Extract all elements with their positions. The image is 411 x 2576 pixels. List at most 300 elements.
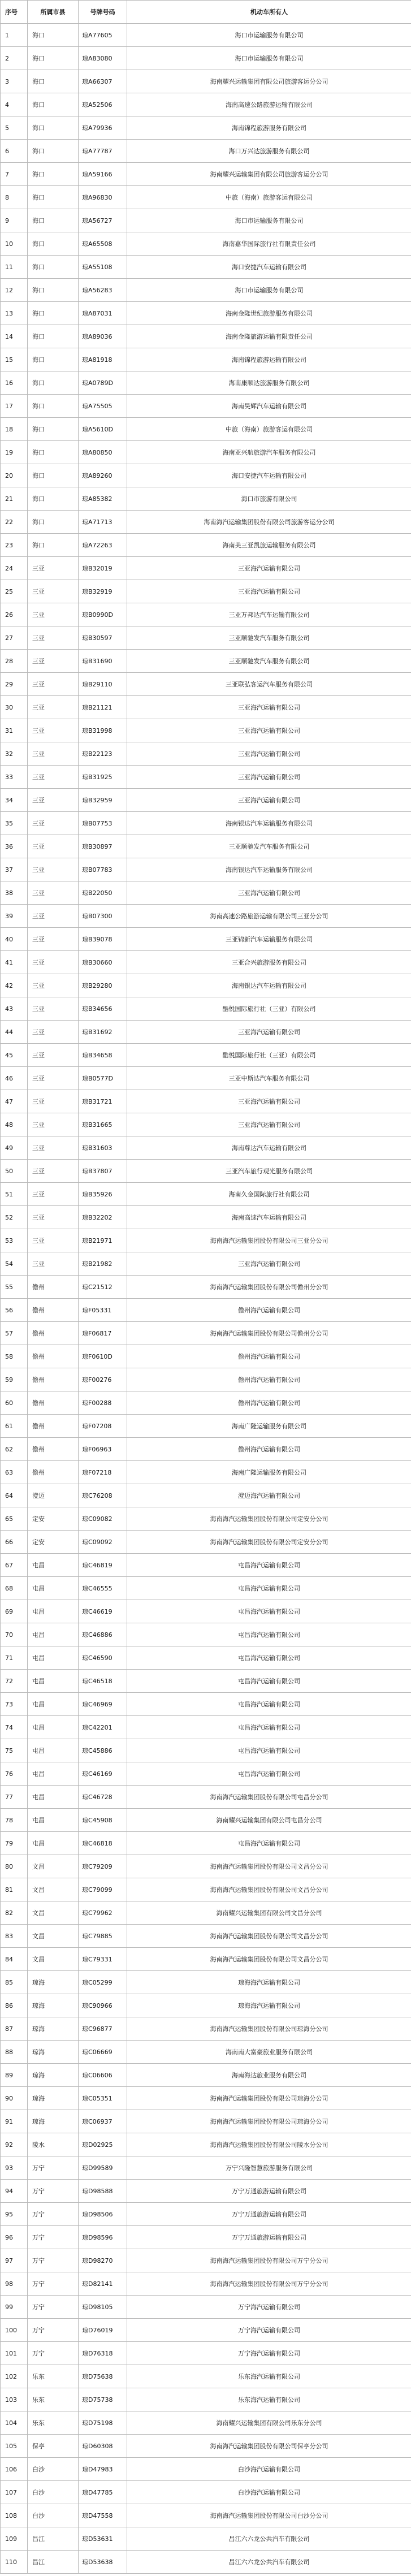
city-cell: 琼海 <box>28 2110 79 2133</box>
table-row <box>1 534 411 557</box>
serial-number-cell: 25 <box>1 580 28 603</box>
vehicle-owner-cell: 海南广隆运输服务有限公司 <box>127 1415 411 1438</box>
plate-number-cell: 琼B32202 <box>79 1206 127 1229</box>
table-row <box>1 881 411 905</box>
serial-number-cell: 57 <box>1 1322 28 1345</box>
table-row <box>1 371 411 395</box>
plate-number-cell: 琼C76208 <box>79 1484 127 1507</box>
plate-number-cell: 琼A56283 <box>79 279 127 302</box>
table-row <box>1 2504 411 2527</box>
table-row <box>1 1090 411 1113</box>
vehicle-owner-cell: 海南锦程旅游运输有限公司 <box>127 348 411 371</box>
city-cell: 琼海 <box>28 2087 79 2110</box>
table-row <box>1 1878 411 1901</box>
vehicle-owner-cell: 海口市运输服务有限公司 <box>127 47 411 70</box>
city-cell: 保亭 <box>28 2435 79 2458</box>
city-cell: 琼海 <box>28 2017 79 2041</box>
vehicle-owner-cell: 酷悦国际旅行社（三亚）有限公司 <box>127 1044 411 1067</box>
city-cell: 三亚 <box>28 603 79 626</box>
table-row <box>1 2272 411 2296</box>
serial-number-cell: 7 <box>1 163 28 186</box>
plate-number-cell: 琼C45908 <box>79 1809 127 1832</box>
vehicle-owner-cell: 酷悦国际旅行社（三亚）有限公司 <box>127 997 411 1021</box>
plate-number-cell: 琼A66307 <box>79 70 127 93</box>
vehicle-owner-cell: 屯昌海汽运输有限公司 <box>127 1832 411 1855</box>
vehicle-owner-cell: 万宁万通旅游运输有限公司 <box>127 2226 411 2249</box>
vehicle-owner-cell: 屯昌海汽运输有限公司 <box>127 1762 411 1786</box>
vehicle-owner-cell: 万宁海汽运输有限公司 <box>127 2342 411 2365</box>
vehicle-owner-cell: 万宁海汽运输有限公司 <box>127 2296 411 2319</box>
serial-number-cell: 66 <box>1 1531 28 1554</box>
table-row <box>1 1948 411 1971</box>
vehicle-owner-cell: 海南康顺达旅游服务有限公司 <box>127 371 411 395</box>
vehicle-owner-cell: 琼海海汽运输有限公司 <box>127 1971 411 1994</box>
plate-number-cell: 琼A87031 <box>79 302 127 325</box>
serial-number-cell: 51 <box>1 1183 28 1206</box>
plate-number-cell: 琼B31665 <box>79 1113 127 1136</box>
table-row <box>1 2180 411 2203</box>
table-row <box>1 1693 411 1716</box>
table-row <box>1 163 411 186</box>
table-row <box>1 858 411 881</box>
vehicle-owner-cell: 三亚顺驰发汽车服务有限公司 <box>127 626 411 650</box>
vehicle-owner-cell: 三亚联弘客运汽车服务有限公司 <box>127 673 411 696</box>
plate-number-cell: 琼A65508 <box>79 232 127 256</box>
serial-number-cell: 86 <box>1 1994 28 2017</box>
table-row <box>1 928 411 951</box>
serial-number-cell: 47 <box>1 1090 28 1113</box>
vehicle-owner-cell: 三亚锦新汽车运输服务有限公司 <box>127 928 411 951</box>
city-cell: 昌江 <box>28 2551 79 2574</box>
vehicle-owner-cell: 三亚海汽运输有限公司 <box>127 719 411 742</box>
table-row <box>1 626 411 650</box>
plate-number-cell: 琼D53631 <box>79 2527 127 2551</box>
table-row <box>1 325 411 348</box>
serial-number-cell: 100 <box>1 2319 28 2342</box>
city-cell: 三亚 <box>28 928 79 951</box>
plate-number-cell: 琼C06606 <box>79 2064 127 2087</box>
table-row <box>1 1832 411 1855</box>
plate-number-cell: 琼A80850 <box>79 441 127 464</box>
plate-number-cell: 琼D98506 <box>79 2203 127 2226</box>
city-cell: 海口 <box>28 256 79 279</box>
city-cell: 万宁 <box>28 2319 79 2342</box>
vehicle-owner-cell: 海南海汽运输集团股份有限公司儋州分公司 <box>127 1276 411 1299</box>
vehicle-owner-cell: 海南嘉华国际旅行社有限责任公司 <box>127 232 411 256</box>
serial-number-cell: 83 <box>1 1925 28 1948</box>
vehicle-owner-cell: 儋州海汽运输有限公司 <box>127 1299 411 1322</box>
plate-number-cell: 琼F07208 <box>79 1415 127 1438</box>
city-cell: 海口 <box>28 534 79 557</box>
city-cell: 海口 <box>28 487 79 511</box>
table-row <box>1 2481 411 2504</box>
table-row <box>1 1276 411 1299</box>
serial-number-cell: 8 <box>1 186 28 209</box>
table-row <box>1 2064 411 2087</box>
vehicle-owner-cell: 海南海汽运输集团股份有限公司白沙分公司 <box>127 2504 411 2527</box>
table-row <box>1 1136 411 1160</box>
table-row <box>1 835 411 858</box>
plate-number-cell: 琼C21512 <box>79 1276 127 1299</box>
serial-number-cell: 75 <box>1 1739 28 1762</box>
plate-number-cell: 琼A77605 <box>79 24 127 47</box>
serial-number-cell: 69 <box>1 1600 28 1623</box>
serial-number-cell: 101 <box>1 2342 28 2365</box>
serial-number-cell: 16 <box>1 371 28 395</box>
plate-number-cell: 琼C46555 <box>79 1577 127 1600</box>
serial-number-cell: 45 <box>1 1044 28 1067</box>
serial-number-cell: 5 <box>1 116 28 140</box>
serial-number-cell: 59 <box>1 1368 28 1391</box>
city-cell: 海口 <box>28 371 79 395</box>
serial-number-cell: 109 <box>1 2527 28 2551</box>
plate-number-cell: 琼B39078 <box>79 928 127 951</box>
plate-number-cell: 琼A96830 <box>79 186 127 209</box>
city-cell: 海口 <box>28 163 79 186</box>
table-row <box>1 1368 411 1391</box>
city-cell: 万宁 <box>28 2156 79 2180</box>
plate-number-cell: 琼D98588 <box>79 2180 127 2203</box>
vehicle-owner-cell: 屯昌海汽运输有限公司 <box>127 1693 411 1716</box>
city-cell: 三亚 <box>28 1113 79 1136</box>
serial-number-cell: 96 <box>1 2226 28 2249</box>
vehicle-owner-cell: 万宁万通旅游运输有限公司 <box>127 2180 411 2203</box>
table-row <box>1 1809 411 1832</box>
table-row <box>1 2388 411 2411</box>
plate-number-cell: 琼B29110 <box>79 673 127 696</box>
vehicle-owner-cell: 海南海汽运输集团股份有限公司琼海分公司 <box>127 2017 411 2041</box>
vehicle-owner-cell: 海南耀兴运输集团有限公司文昌分公司 <box>127 1901 411 1925</box>
plate-number-cell: 琼A89036 <box>79 325 127 348</box>
vehicle-owner-cell: 三亚海汽运输有限公司 <box>127 789 411 812</box>
plate-number-cell: 琼C79331 <box>79 1948 127 1971</box>
vehicle-owner-cell: 海南海汽运输集团股份有限公司定安分公司 <box>127 1531 411 1554</box>
city-cell: 琼海 <box>28 2041 79 2064</box>
vehicle-owner-cell: 屯昌海汽运输有限公司 <box>127 1670 411 1693</box>
table-row <box>1 1577 411 1600</box>
plate-number-cell: 琼A85382 <box>79 487 127 511</box>
serial-number-cell: 55 <box>1 1276 28 1299</box>
table-row <box>1 557 411 580</box>
serial-number-cell: 61 <box>1 1415 28 1438</box>
vehicle-owner-cell: 万宁海汽运输有限公司 <box>127 2319 411 2342</box>
city-cell: 定安 <box>28 1531 79 1554</box>
serial-number-cell: 58 <box>1 1345 28 1368</box>
serial-number-cell: 85 <box>1 1971 28 1994</box>
city-cell: 海口 <box>28 395 79 418</box>
serial-number-cell: 93 <box>1 2156 28 2180</box>
vehicle-owner-cell: 海南海汽运输集团股份有限公司琼海分公司 <box>127 2087 411 2110</box>
table-row <box>1 2133 411 2156</box>
plate-number-cell: 琼B31603 <box>79 1136 127 1160</box>
vehicle-owner-cell: 乐东海汽运输有限公司 <box>127 2388 411 2411</box>
table-row <box>1 1438 411 1461</box>
city-cell: 海口 <box>28 140 79 163</box>
vehicle-owner-cell: 海南海汽运输集团股份有限公司旅游客运分公司 <box>127 511 411 534</box>
vehicle-owner-cell: 三亚海汽运输有限公司 <box>127 742 411 766</box>
vehicle-owner-cell: 海口安捷汽车运输有限公司 <box>127 256 411 279</box>
serial-number-cell: 103 <box>1 2388 28 2411</box>
city-cell: 屯昌 <box>28 1670 79 1693</box>
serial-number-cell: 35 <box>1 812 28 835</box>
vehicle-owner-cell: 海南海汽运输集团股份有限公司定安分公司 <box>127 1507 411 1531</box>
city-cell: 陵水 <box>28 2133 79 2156</box>
plate-number-cell: 琼C46969 <box>79 1693 127 1716</box>
city-cell: 三亚 <box>28 742 79 766</box>
serial-number-cell: 62 <box>1 1438 28 1461</box>
city-cell: 琼海 <box>28 1971 79 1994</box>
city-cell: 海口 <box>28 209 79 232</box>
plate-number-cell: 琼B21971 <box>79 1229 127 1252</box>
table-row <box>1 1021 411 1044</box>
city-cell: 屯昌 <box>28 1716 79 1739</box>
city-cell: 海口 <box>28 116 79 140</box>
serial-number-cell: 72 <box>1 1670 28 1693</box>
plate-number-cell: 琼D98270 <box>79 2249 127 2272</box>
city-cell: 三亚 <box>28 1206 79 1229</box>
plate-number-cell: 琼D75738 <box>79 2388 127 2411</box>
city-cell: 儋州 <box>28 1368 79 1391</box>
table-row <box>1 116 411 140</box>
table-row <box>1 2551 411 2574</box>
serial-number-cell: 6 <box>1 140 28 163</box>
city-cell: 海口 <box>28 279 79 302</box>
plate-number-cell: 琼C96877 <box>79 2017 127 2041</box>
plate-number-cell: 琼B21982 <box>79 1252 127 1276</box>
table-row <box>1 418 411 441</box>
city-cell: 海口 <box>28 418 79 441</box>
city-cell: 海口 <box>28 70 79 93</box>
plate-number-cell: 琼F00276 <box>79 1368 127 1391</box>
city-cell: 三亚 <box>28 557 79 580</box>
table-row <box>1 1670 411 1693</box>
city-cell: 三亚 <box>28 835 79 858</box>
table-row <box>1 1786 411 1809</box>
vehicle-owner-cell: 三亚顺驰发汽车服务有限公司 <box>127 650 411 673</box>
plate-number-cell: 琼D47785 <box>79 2481 127 2504</box>
vehicle-owner-cell: 海南海汽运输集团股份有限公司文昌分公司 <box>127 1925 411 1948</box>
vehicle-owner-cell: 海口市运输服务有限公司 <box>127 209 411 232</box>
table-row <box>1 2156 411 2180</box>
serial-number-cell: 48 <box>1 1113 28 1136</box>
table-row <box>1 279 411 302</box>
plate-number-cell: 琼C79962 <box>79 1901 127 1925</box>
plate-number-cell: 琼D76318 <box>79 2342 127 2365</box>
city-cell: 儋州 <box>28 1461 79 1484</box>
vehicle-owner-cell: 儋州海汽运输有限公司 <box>127 1438 411 1461</box>
table-row <box>1 719 411 742</box>
plate-number-cell: 琼F0610D <box>79 1345 127 1368</box>
vehicle-owner-cell: 三亚顺驰发汽车服务有限公司 <box>127 835 411 858</box>
vehicle-owner-cell: 乐东海汽运输有限公司 <box>127 2365 411 2388</box>
vehicle-owner-cell: 三亚海汽运输有限公司 <box>127 1113 411 1136</box>
table-row <box>1 812 411 835</box>
plate-number-cell: 琼C46518 <box>79 1670 127 1693</box>
table-row <box>1 1252 411 1276</box>
table-row <box>1 1507 411 1531</box>
plate-number-cell: 琼D75198 <box>79 2411 127 2435</box>
serial-number-cell: 29 <box>1 673 28 696</box>
table-row <box>1 580 411 603</box>
plate-number-cell: 琼C09082 <box>79 1507 127 1531</box>
serial-number-cell: 104 <box>1 2411 28 2435</box>
vehicle-owner-cell: 海南尊达汽车运输有限公司 <box>127 1136 411 1160</box>
serial-number-cell: 3 <box>1 70 28 93</box>
serial-number-cell: 87 <box>1 2017 28 2041</box>
plate-number-cell: 琼D82141 <box>79 2272 127 2296</box>
vehicle-owner-cell: 海南高速公路旅游运输有限公司三亚分公司 <box>127 905 411 928</box>
plate-number-cell: 琼D02925 <box>79 2133 127 2156</box>
vehicle-owner-cell: 万宁兴隆智慧旅游服务有限公司 <box>127 2156 411 2180</box>
city-cell: 三亚 <box>28 858 79 881</box>
city-cell: 儋州 <box>28 1438 79 1461</box>
vehicle-owner-cell: 海南锦程旅游服务有限公司 <box>127 116 411 140</box>
plate-number-cell: 琼B32919 <box>79 580 127 603</box>
serial-number-cell: 36 <box>1 835 28 858</box>
plate-number-cell: 琼C45886 <box>79 1739 127 1762</box>
city-cell: 屯昌 <box>28 1646 79 1670</box>
serial-number-cell: 20 <box>1 464 28 487</box>
city-cell: 海口 <box>28 93 79 116</box>
serial-number-cell: 38 <box>1 881 28 905</box>
city-cell: 屯昌 <box>28 1809 79 1832</box>
serial-number-cell: 99 <box>1 2296 28 2319</box>
vehicle-owner-cell: 中旅（海南）旅游客运有限公司 <box>127 418 411 441</box>
plate-number-cell: 琼C46819 <box>79 1554 127 1577</box>
table-row <box>1 1994 411 2017</box>
table-row <box>1 1925 411 1948</box>
table-row <box>1 2203 411 2226</box>
plate-number-cell: 琼B07783 <box>79 858 127 881</box>
city-cell: 三亚 <box>28 1044 79 1067</box>
city-cell: 万宁 <box>28 2249 79 2272</box>
serial-number-cell: 73 <box>1 1693 28 1716</box>
table-row <box>1 789 411 812</box>
header-row <box>1 1 411 24</box>
serial-number-cell: 31 <box>1 719 28 742</box>
plate-number-cell: 琼C79885 <box>79 1925 127 1948</box>
plate-number-cell: 琼B31925 <box>79 766 127 789</box>
city-cell: 海口 <box>28 232 79 256</box>
table-row <box>1 1901 411 1925</box>
vehicle-owner-cell: 三亚海汽运输有限公司 <box>127 1090 411 1113</box>
plate-number-cell: 琼B34656 <box>79 997 127 1021</box>
city-cell: 万宁 <box>28 2272 79 2296</box>
plate-number-cell: 琼F06817 <box>79 1322 127 1345</box>
city-cell: 屯昌 <box>28 1554 79 1577</box>
serial-number-cell: 21 <box>1 487 28 511</box>
city-cell: 三亚 <box>28 951 79 974</box>
serial-number-cell: 77 <box>1 1786 28 1809</box>
city-cell: 儋州 <box>28 1322 79 1345</box>
city-cell: 海口 <box>28 24 79 47</box>
table-row <box>1 1183 411 1206</box>
serial-number-cell: 28 <box>1 650 28 673</box>
vehicle-owner-cell: 海口市运输服务有限公司 <box>127 24 411 47</box>
serial-number-cell: 64 <box>1 1484 28 1507</box>
city-cell: 万宁 <box>28 2296 79 2319</box>
serial-number-cell: 11 <box>1 256 28 279</box>
city-cell: 白沙 <box>28 2504 79 2527</box>
vehicle-owner-cell: 海南海汽运输集团股份有限公司儋州分公司 <box>127 1322 411 1345</box>
header-serial-number: 序号 <box>1 1 28 24</box>
serial-number-cell: 97 <box>1 2249 28 2272</box>
plate-number-cell: 琼B29280 <box>79 974 127 997</box>
city-cell: 三亚 <box>28 1021 79 1044</box>
table-row <box>1 696 411 719</box>
table-row <box>1 1855 411 1878</box>
vehicle-owner-cell: 白沙海汽运输有限公司 <box>127 2458 411 2481</box>
table-row <box>1 974 411 997</box>
table-row <box>1 951 411 974</box>
plate-number-cell: 琼C06669 <box>79 2041 127 2064</box>
table-body <box>1 24 411 2574</box>
vehicle-owner-cell: 海南海汽运输集团股份有限公司文昌分公司 <box>127 1878 411 1901</box>
city-cell: 三亚 <box>28 719 79 742</box>
city-cell: 屯昌 <box>28 1693 79 1716</box>
city-cell: 屯昌 <box>28 1762 79 1786</box>
table-row <box>1 673 411 696</box>
serial-number-cell: 95 <box>1 2203 28 2226</box>
city-cell: 三亚 <box>28 1252 79 1276</box>
city-cell: 三亚 <box>28 905 79 928</box>
vehicle-owner-cell: 三亚合兴旅游服务有限公司 <box>127 951 411 974</box>
plate-number-cell: 琼C46886 <box>79 1623 127 1646</box>
vehicle-owner-cell: 海口万兴达旅游服务有限公司 <box>127 140 411 163</box>
vehicle-owner-cell: 儋州海汽运输有限公司 <box>127 1368 411 1391</box>
serial-number-cell: 89 <box>1 2064 28 2087</box>
table-row <box>1 232 411 256</box>
table-row <box>1 2458 411 2481</box>
plate-number-cell: 琼A55108 <box>79 256 127 279</box>
table-row <box>1 2087 411 2110</box>
plate-number-cell: 琼F07218 <box>79 1461 127 1484</box>
plate-number-cell: 琼A59166 <box>79 163 127 186</box>
serial-number-cell: 90 <box>1 2087 28 2110</box>
city-cell: 三亚 <box>28 789 79 812</box>
table-row <box>1 302 411 325</box>
vehicle-owner-cell: 海南耀兴运输集团有限公司屯昌分公司 <box>127 1809 411 1832</box>
city-cell: 海口 <box>28 47 79 70</box>
plate-number-cell: 琼C06937 <box>79 2110 127 2133</box>
city-cell: 屯昌 <box>28 1832 79 1855</box>
city-cell: 白沙 <box>28 2458 79 2481</box>
serial-number-cell: 105 <box>1 2435 28 2458</box>
city-cell: 文昌 <box>28 1855 79 1878</box>
city-cell: 海口 <box>28 464 79 487</box>
serial-number-cell: 19 <box>1 441 28 464</box>
vehicle-owner-cell: 海南海汽运输集团股份有限公司文昌分公司 <box>127 1855 411 1878</box>
vehicle-owner-cell: 海口安捷汽车运输有限公司 <box>127 464 411 487</box>
vehicle-owner-cell: 海南海汽运输集团股份有限公司万宁分公司 <box>127 2249 411 2272</box>
serial-number-cell: 41 <box>1 951 28 974</box>
city-cell: 文昌 <box>28 1878 79 1901</box>
serial-number-cell: 63 <box>1 1461 28 1484</box>
table-row <box>1 2017 411 2041</box>
plate-number-cell: 琼D53638 <box>79 2551 127 2574</box>
plate-number-cell: 琼D75638 <box>79 2365 127 2388</box>
vehicle-owner-cell: 万宁万通旅游运输有限公司 <box>127 2203 411 2226</box>
city-cell: 海口 <box>28 302 79 325</box>
plate-number-cell: 琼C46728 <box>79 1786 127 1809</box>
vehicle-owner-cell: 海南昊辉汽车运输有限公司 <box>127 395 411 418</box>
table-row <box>1 464 411 487</box>
city-cell: 万宁 <box>28 2342 79 2365</box>
serial-number-cell: 4 <box>1 93 28 116</box>
serial-number-cell: 88 <box>1 2041 28 2064</box>
table-row <box>1 1623 411 1646</box>
city-cell: 三亚 <box>28 1067 79 1090</box>
